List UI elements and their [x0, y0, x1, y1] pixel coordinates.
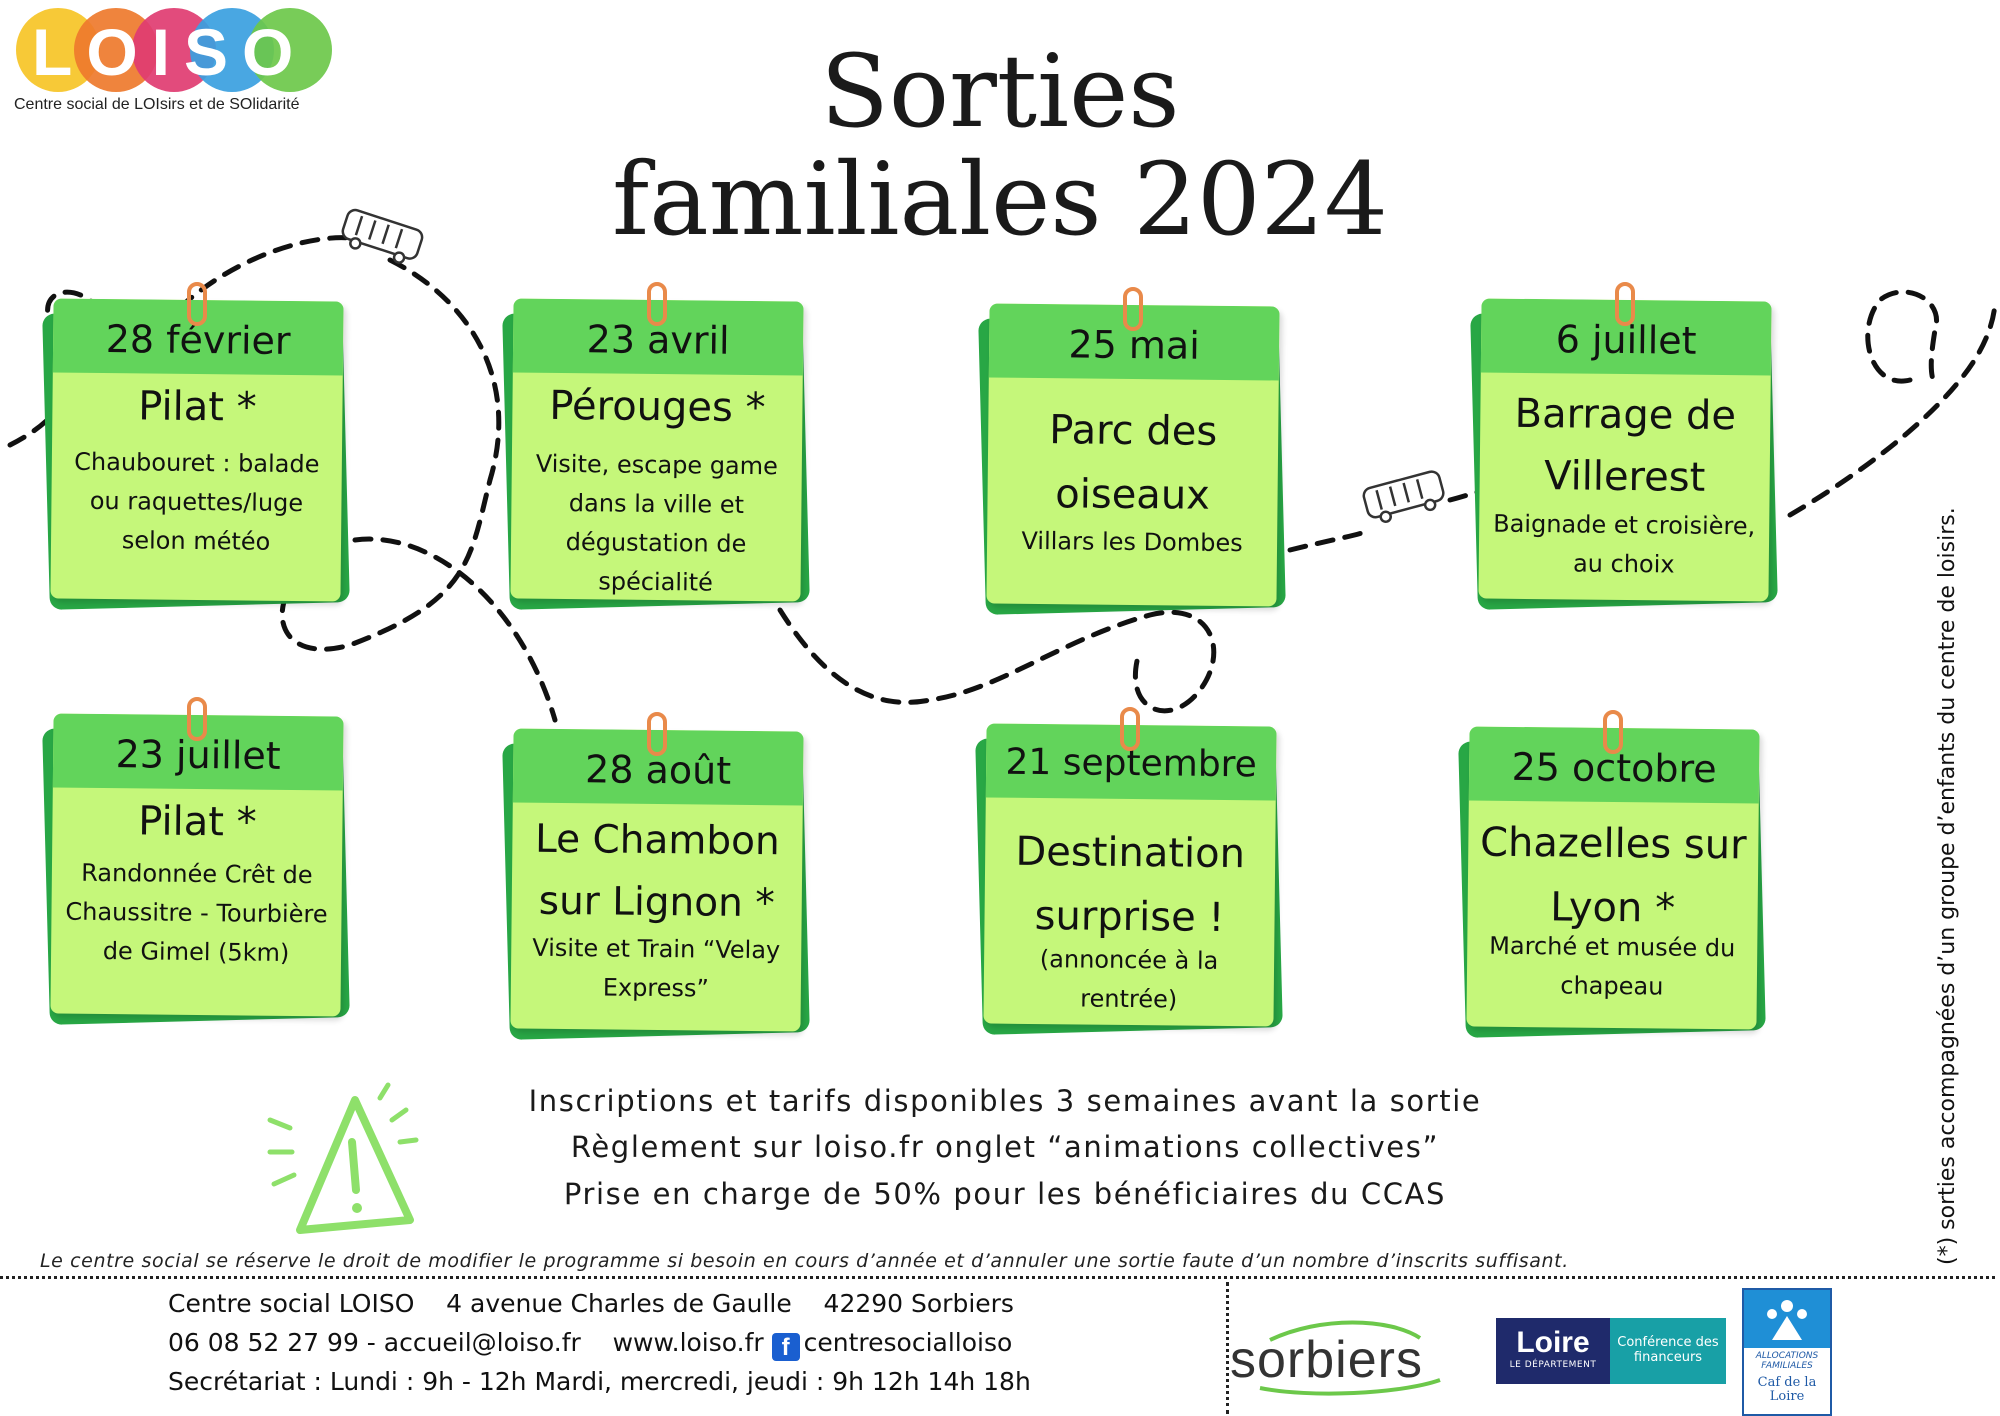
event-description: Chaubouret : balade ou raquettes/luge selon météo — [74, 447, 320, 556]
title-line-1: Sorties — [820, 33, 1180, 150]
event-card — [52, 300, 342, 600]
disclaimer: Le centre social se réserve le droit de modifier le programme si besoin en cours d’année et d’annuler une sortie faute d’un nombre d’inscrits suffisant. — [40, 1250, 1569, 1272]
title-line-2: familiales 2024 — [612, 141, 1388, 258]
website-link[interactable]: www.loiso.fr — [612, 1328, 764, 1357]
loire-text: Loire — [1516, 1326, 1590, 1359]
logo-subtitle: Centre social de LOIsirs et de SOlidarité — [14, 96, 300, 113]
event-date: 25 octobre — [1511, 744, 1717, 792]
sorbiers-logo — [1230, 1310, 1470, 1400]
address-line: Centre social LOISO 4 avenue Charles de Gaulle 42290 Sorbiers — [168, 1289, 1014, 1318]
event-card — [52, 715, 342, 1015]
caf-logo — [1742, 1288, 1832, 1416]
bus-icon — [1362, 470, 1447, 526]
info-line: Prise en charge de 50% pour les bénéficiaires du CCAS — [563, 1176, 1447, 1211]
paperclip-icon — [1123, 287, 1143, 331]
info-line: Règlement sur loiso.fr onglet “animations collectives” — [570, 1130, 1440, 1165]
paperclip-icon — [1615, 282, 1635, 326]
event-card — [1480, 300, 1770, 600]
facebook-icon: f — [772, 1333, 800, 1361]
event-description: Visite et Train “Velay Express” — [532, 933, 781, 1003]
loire-logo — [1496, 1318, 1726, 1384]
caf-bottom-text: Caf de la Loire — [1757, 1375, 1817, 1405]
event-date: 25 mai — [1068, 322, 1201, 368]
hours-line: Secrétariat : Lundi : 9h - 12h Mardi, mercredi, jeudi : 9h 12h 14h 18h — [168, 1367, 1031, 1396]
event-date: 23 juillet — [115, 732, 281, 778]
event-title: Pilat * — [138, 383, 257, 431]
paperclip-icon — [647, 282, 667, 326]
event-card — [1468, 728, 1758, 1028]
paperclip-icon — [187, 282, 207, 326]
info-block — [380, 1078, 1630, 1217]
dotted-divider — [0, 1276, 1995, 1279]
paperclip-icon — [1603, 710, 1623, 754]
event-card — [512, 300, 802, 600]
conference-financeurs-text: Conférence des financeurs — [1610, 1318, 1726, 1384]
paperclip-icon — [187, 697, 207, 741]
event-date: 6 juillet — [1555, 317, 1697, 363]
family-icon — [1762, 1296, 1812, 1344]
contact-line — [168, 1323, 1228, 1362]
loiso-logo — [10, 8, 370, 118]
event-title: Le Chambon sur Lignon * — [534, 816, 780, 927]
logo-letters: LOISO — [32, 15, 308, 89]
loire-subtext: LE DÉPARTEMENT — [1509, 1360, 1597, 1370]
event-description: (annoncée à la rentrée) — [1039, 945, 1219, 1014]
event-title: Parc des oiseaux — [1049, 407, 1218, 519]
caf-top-text: ALLOCATIONS FAMILIALES — [1755, 1351, 1819, 1371]
event-card — [988, 305, 1278, 605]
event-date: 28 août — [584, 747, 732, 793]
bus-icon — [339, 208, 425, 267]
event-title: Pérouges * — [549, 382, 766, 432]
event-date: 28 février — [105, 317, 291, 363]
page-title — [600, 33, 1400, 258]
event-description: Marché et musée du chapeau — [1489, 931, 1736, 1001]
event-description: Randonnée Crêt de Chaussitre - Tourbière de Gimel (5km) — [65, 858, 328, 967]
event-description: Baignade et croisière, au choix — [1493, 509, 1756, 579]
event-description: Villars les Dombes — [1021, 526, 1243, 558]
event-title: Barrage de Villerest — [1514, 390, 1737, 501]
event-description: Visite, escape game dans la ville et dégustation de spécialité — [535, 449, 779, 597]
event-title: Destination surprise ! — [1015, 828, 1246, 941]
event-title: Chazelles sur Lyon * — [1479, 819, 1747, 932]
footer-contact — [168, 1284, 1228, 1401]
event-date: 21 septembre — [1005, 741, 1258, 786]
phone-email: 06 08 52 27 99 - accueil@loiso.fr — [168, 1328, 581, 1357]
facebook-link[interactable]: centresocialloiso — [803, 1328, 1013, 1357]
event-card — [512, 730, 802, 1030]
paperclip-icon — [647, 712, 667, 756]
event-title: Pilat * — [138, 798, 257, 846]
event-date: 23 avril — [586, 317, 730, 363]
vertical-note: (*) sorties accompagnées d’un groupe d’enfants du centre de loisirs. — [1935, 507, 1960, 1265]
event-card — [985, 725, 1275, 1025]
paperclip-icon — [1120, 707, 1140, 751]
sorbiers-text: sorbiers — [1230, 1331, 1423, 1389]
info-line: Inscriptions et tarifs disponibles 3 semaines avant la sortie — [528, 1084, 1482, 1118]
